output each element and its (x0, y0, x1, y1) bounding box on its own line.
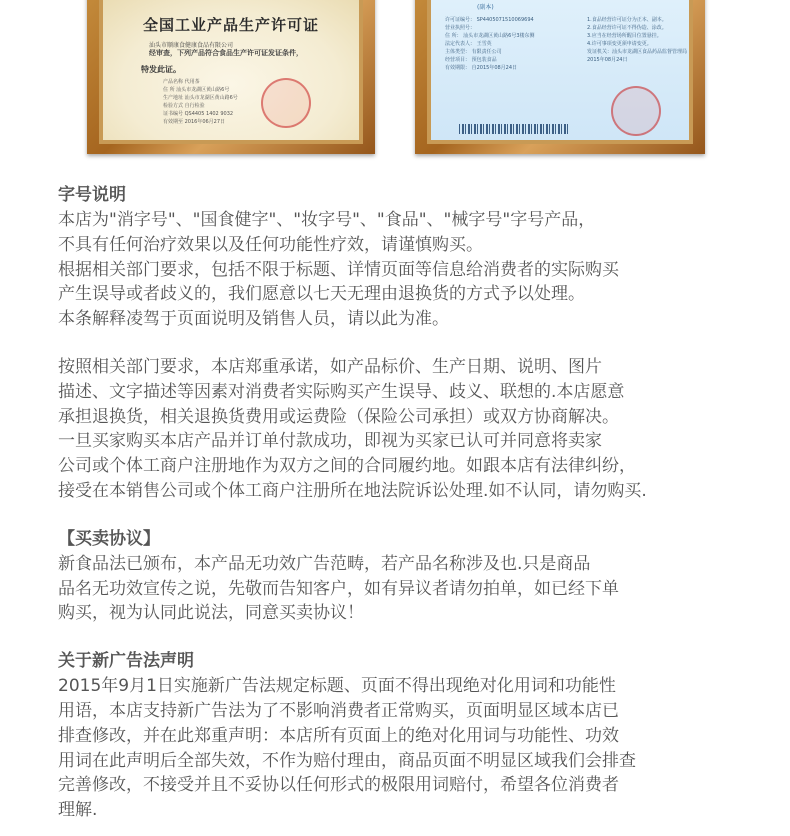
text-line: 排查修改，并在此郑重声明：本店所有页面上的绝对化用词与功能性、功效 (58, 725, 619, 746)
certificate-mat (427, 0, 693, 144)
license-row: 主体类型： 有限责任公司 (445, 49, 502, 55)
license-row: 2015年08月24日 (587, 57, 628, 63)
certificate-row: 检验方式 自行检验 (163, 103, 205, 109)
production-license-certificate (87, 0, 375, 154)
certificate-images (0, 0, 790, 160)
certificate-title: 全国工业产品生产许可证 (142, 16, 319, 34)
text-line: 完善修改，不接受并且不妥协以任何形式的极限用词赔付，希望各位消费者 (58, 775, 619, 796)
certificate-paper (103, 0, 359, 140)
advertising-law-paragraph (58, 674, 758, 823)
text-line: 品名无功效宣传之说，先敬而告知客户，如有异议者请勿拍单，如已经下单 (58, 578, 619, 599)
official-seal-icon (261, 78, 311, 128)
text-line: 理解. (58, 800, 98, 821)
text-line: 本店为"消字号"、"国食健字"、"妆字号"、"食品"、"械字号"字号产品， (58, 210, 596, 230)
text-line: 不具有任何治疗效果以及任何功能性疗效，请谨慎购买。 (58, 234, 483, 255)
barcode-icon (459, 124, 569, 134)
license-left-column (445, 16, 535, 72)
license-row: 住 所： 汕头市龙湖区黄山路6号3楼东侧 (445, 33, 535, 39)
text-line: 购买，视为认同此说法，同意买卖协议！ (58, 603, 364, 624)
license-row: 营业执照号： (445, 25, 476, 31)
license-header: (副本) (477, 4, 494, 11)
license-row: 有效期限： 自2015年08月24日 (445, 65, 518, 71)
license-row: 发证机关：汕头市龙湖区食品药品监督管理局 (587, 49, 688, 55)
license-row: 1.食品经营许可证分为正本、副本。 (587, 17, 667, 23)
commitment-paragraph (58, 355, 758, 504)
certificate-row: 住 所 汕头市龙湖区黄山路6号 (163, 87, 230, 93)
text-line: 新食品法已颁布，本产品无功效广告范畴，若产品名称涉及也.只是商品 (58, 553, 591, 574)
food-business-license (415, 0, 705, 154)
text-line: 用词在此声明后全部失效，不作为赔付理由，商品页面不明显区域我们会排查 (58, 750, 636, 771)
license-row: 4.许可事项变更须申请变更。 (587, 41, 652, 47)
section-title-trademark: 字号说明 (58, 185, 126, 205)
section-title-agreement: 【买卖协议】 (58, 528, 160, 549)
notice-content (58, 182, 758, 823)
certificate-statement: 经审查，下列产品符合食品生产许可证发证条件， (149, 49, 303, 57)
certificate-special: 特发此证。 (141, 65, 181, 74)
license-row: 法定代表人： 王雪英 (445, 41, 492, 47)
text-line: 一旦买家购买本店产品并订单付款成功，即视为买家已认可并同意将卖家 (58, 431, 602, 452)
certificate-row: 有效期至 2016年06月27日 (163, 119, 226, 125)
certificate-rows (163, 78, 238, 126)
license-right-column (587, 16, 687, 64)
text-line: 用语，本店支持新广告法为了不影响消费者正常购买，页面明显区域本店已 (58, 700, 619, 721)
agreement-paragraph (58, 552, 758, 626)
text-line: 接受在本销售公司或个体工商户注册所在地法院诉讼处理.如不认同，请勿购买. (58, 480, 647, 501)
text-line: 本条解释凌驾于页面说明及销售人员，请以此为准。 (58, 309, 449, 330)
certificate-row: 证书编号 QS4405 1402 9032 (163, 111, 234, 117)
text-line: 描述、文字描述等因素对消费者实际购买产生误导、歧义、联想的.本店愿意 (58, 381, 625, 402)
text-line: 根据相关部门要求，包括不限于标题、详情页面等信息给消费者的实际购买 (58, 259, 619, 280)
certificate-paper (431, 0, 689, 140)
certificate-mat (99, 0, 363, 144)
text-line: 2015年9月1日实施新广告法规定标题、页面不得出现绝对化用词和功能性 (58, 676, 616, 697)
certificate-row: 生产地址 汕头市龙湖区黄山路6号 (163, 95, 238, 101)
license-row: 3.应当在经营场所醒目位置悬挂。 (587, 33, 662, 39)
license-row: 经营项目： 预包装食品 (445, 57, 497, 63)
license-row: 2.食品经营许可证不得伪造、涂改。 (587, 25, 667, 31)
certificate-row: 产品名称 代用茶 (163, 79, 200, 85)
section-title-advertising-law: 关于新广告法声明 (58, 651, 194, 672)
trademark-paragraph (58, 208, 758, 332)
text-line: 公司或个体工商户注册地作为双方之间的合同履约地。如跟本店有法律纠纷， (58, 456, 636, 477)
license-row: 许可证编号： SP4405071510069694 (445, 17, 534, 23)
text-line: 产生误导或者歧义的，我们愿意以七天无理由退换货的方式予以处理。 (58, 284, 585, 305)
text-line: 承担退换货，相关退换货费用或运费险（保险公司承担）或双方协商解决。 (58, 406, 619, 427)
text-line: 按照相关部门要求，本店郑重承诺，如产品标价、生产日期、说明、图片 (58, 356, 602, 377)
certificate-company: 汕头市顺康食健康食品有限公司 (149, 42, 234, 49)
official-seal-icon (611, 86, 661, 136)
